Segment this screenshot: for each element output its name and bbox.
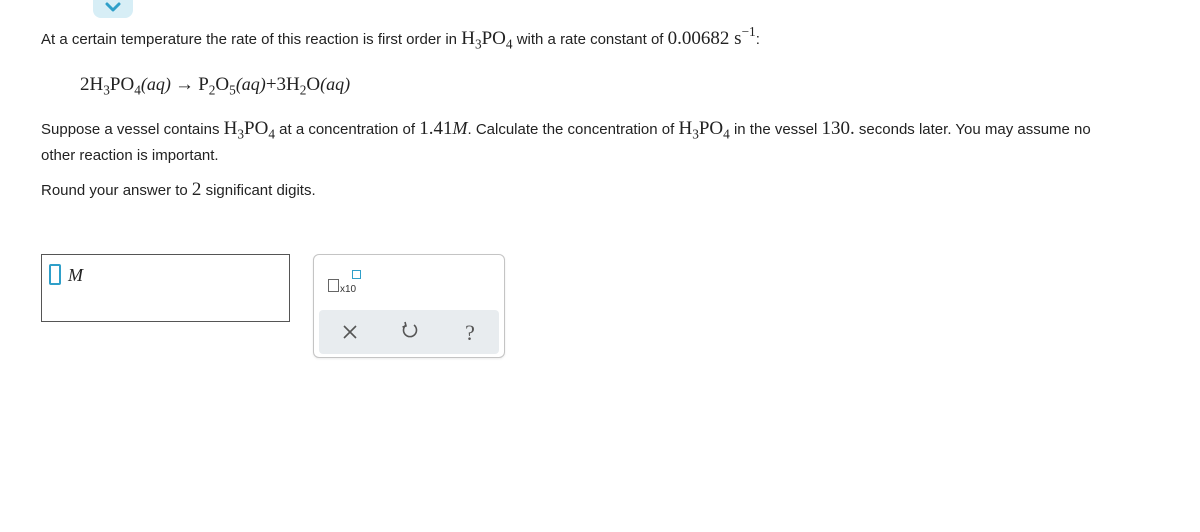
chevron-down-icon: [105, 0, 121, 16]
question-line-4: other reaction is important.: [41, 147, 219, 164]
undo-icon: [401, 321, 419, 345]
tool-bar: [319, 310, 499, 354]
rounding-instruction: Round your answer to 2 significant digits.: [41, 179, 316, 200]
undo-button[interactable]: [395, 318, 425, 348]
reactant-formula: $H_3PO_4$: [461, 28, 513, 52]
tool-palette: [313, 254, 505, 358]
answer-input[interactable]: [41, 254, 290, 322]
reaction-arrow: →: [175, 74, 195, 95]
question-text: At a certain temperature the rate of this reaction is first order in: [41, 31, 462, 48]
initial-concentration: 1.41: [419, 118, 453, 139]
sig-figs: 2: [191, 179, 202, 200]
collapse-tab[interactable]: [93, 0, 133, 18]
help-button[interactable]: [455, 318, 485, 348]
question-line-1: At a certain temperature the rate of this reaction is first order in $H_3PO_4$ with a rate constant of 0.00682 $s^{-1}$:: [41, 24, 760, 52]
x10-label: x10: [340, 284, 357, 295]
close-icon: [343, 322, 357, 345]
input-cursor[interactable]: [49, 264, 61, 285]
answer-unit: M: [68, 265, 83, 285]
rate-constant: 0.00682: [667, 28, 730, 49]
elapsed-time: 130.: [821, 118, 855, 139]
rate-unit: $s^{-1}$: [734, 24, 756, 49]
help-icon: ?: [465, 320, 475, 345]
reaction-equation: $2H_3PO_4(aq) \to P_2O_5(aq)+3H_2O(aq)$: [80, 74, 351, 98]
mantissa-box-icon: [328, 279, 339, 292]
exponent-box-icon: [352, 270, 361, 279]
scientific-notation-button[interactable]: [328, 269, 362, 295]
question-line-3: Suppose a vessel contains $H_3PO_4$ at a concentration of 1.41M. Calculate the concentration of $H_3PO_4$ in the vessel 130. seconds later. You may assume no: [41, 118, 1091, 142]
clear-button[interactable]: [335, 318, 365, 348]
